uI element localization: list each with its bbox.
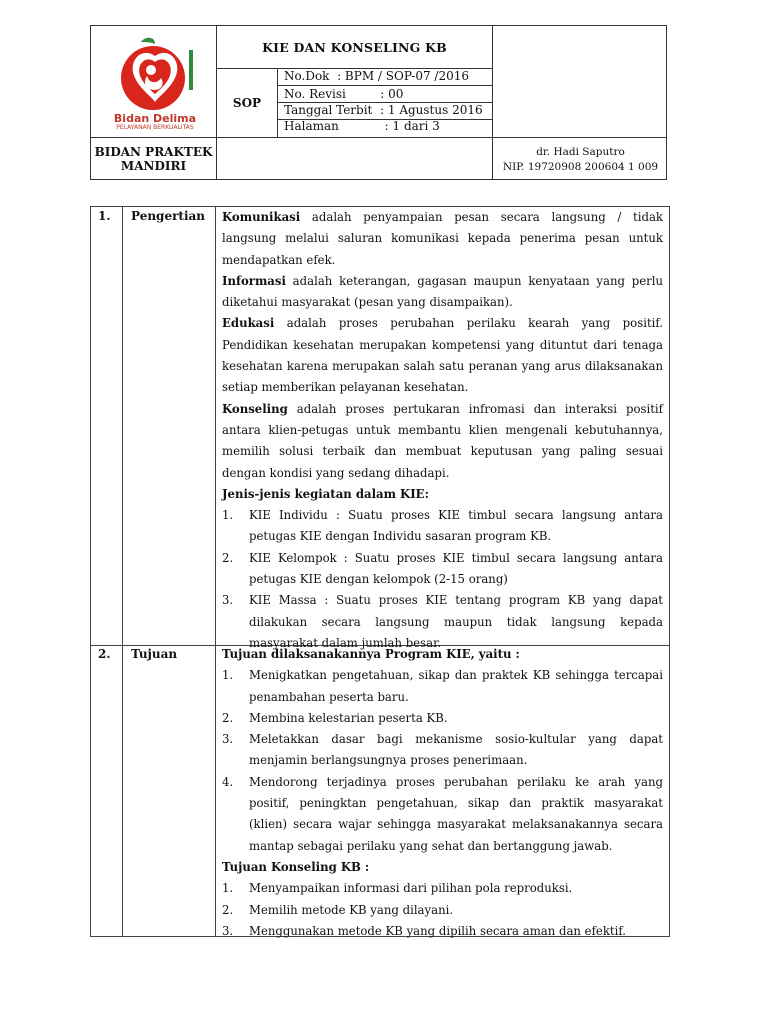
section-label-tujuan: Tujuan [131, 647, 178, 661]
document-header [90, 25, 667, 180]
issue-date: Tanggal Terbit : 1 Agustus 2016 [284, 103, 483, 117]
logo-wordmark [105, 112, 205, 131]
logo-name: Bidan Delima [113, 112, 197, 125]
list-item: 4. Mendorong terjadinya proses perubahan perilaku ke arah yang positif, peningktan pengetahuan, sikap dan praktik masyarakat (klien) secara wajar sehingga masyarakat melaksanakannya secara mantap sebagai perilaku yang sehat dan bertanggung jawab. [222, 774, 663, 853]
list-heading: Tujuan dilaksanakannya Program KIE, yaitu : [222, 647, 520, 661]
page-count: Halaman : 1 dari 3 [284, 119, 440, 133]
section-label-pengertian: Pengertian [131, 209, 206, 223]
definition-informasi: Informasi adalah keterangan, gagasan maupun kenyataan yang perlu diketahui masyarakat (pesan yang disampaikan). [222, 273, 663, 310]
list-heading: Tujuan Konseling KB : [222, 859, 370, 874]
list-item: 3. Meletakkan dasar bagi mekanisme sosio-kultular yang dapat menjamin berlangsungnya proses penerimaan. [222, 732, 663, 768]
list-item: 1. KIE Individu : Suatu proses KIE timbul secara langsung antara petugas KIE dengan Individu sasaran program KB. [222, 508, 663, 544]
list-item: 1. Menyampaikan informasi dari pilihan pola reproduksi. [222, 881, 573, 896]
list-item: 2. KIE Kelompok : Suatu proses KIE timbul secara langsung antara petugas KIE dengan kelompok (2-15 orang) [222, 550, 663, 587]
org-line-1: BIDAN PRAKTEK [94, 145, 213, 159]
logo-tagline: PELAYANAN BERKUALITAS [116, 124, 194, 131]
organization-name [91, 145, 216, 173]
content-table [90, 206, 670, 937]
org-line-2: MANDIRI [120, 159, 187, 173]
signer-name: dr. Hadi Saputro [536, 146, 625, 158]
definition-komunikasi: Komunikasi adalah penyampaian pesan secara langsung / tidak langsung melalui saluran komunikasi kepada penerima pesan untuk mendapatkan efek. [222, 210, 663, 267]
doc-number: No.Dok : BPM / SOP-07 /2016 [284, 69, 469, 83]
bidan-delima-logo-icon [111, 36, 197, 112]
revision-number: No. Revisi : 00 [284, 87, 404, 101]
section-number: 1. [98, 209, 111, 223]
definition-edukasi: Edukasi adalah proses perubahan perilaku kearah yang positif. Pendidikan kesehatan merupakan kompetensi yang dituntut dari tenaga kesehatan karena merupakan salah satu peranan yang arus dilaksanakan setiap memberikan pelayanan kesehatan. [222, 316, 663, 395]
list-item: 1. Menigkatkan pengetahuan, sikap dan praktek KB sehingga tercapai penambahan peserta baru. [222, 668, 663, 704]
sop-label: SOP [232, 96, 262, 110]
list-item: 2. Memilih metode KB yang dilayani. [222, 902, 454, 917]
definition-konseling: Konseling adalah proses pertukaran infromasi dan interaksi positif antara klien-petugas untuk membantu klien mengenali kebutuhannya, memilih solusi terbaik dan membuat keputusan yang paling sesuai dengan kondisi yang sedang dihadapi. [222, 401, 663, 480]
section-tujuan-content [222, 644, 663, 942]
list-item: 2. Membina kelestarian peserta KB. [222, 710, 448, 725]
document-title: KIE DAN KONSELING KB [262, 40, 447, 55]
section-number: 2. [98, 647, 111, 661]
logo [91, 26, 216, 137]
list-heading: Jenis-jenis kegiatan dalam KIE: [222, 486, 429, 501]
signer-nip: NIP. 19720908 200604 1 009 [502, 161, 659, 173]
section-pengertian-content [222, 207, 663, 654]
list-item: 3. Menggunakan metode KB yang dipilih secara aman dan efektif. [222, 923, 626, 938]
list-item: 3. KIE Massa : Suatu proses KIE tentang program KB yang dapat dilakukan secara langsung maupun tidak langsung kepada masyarakat dalam jumlah besar. [222, 593, 663, 650]
